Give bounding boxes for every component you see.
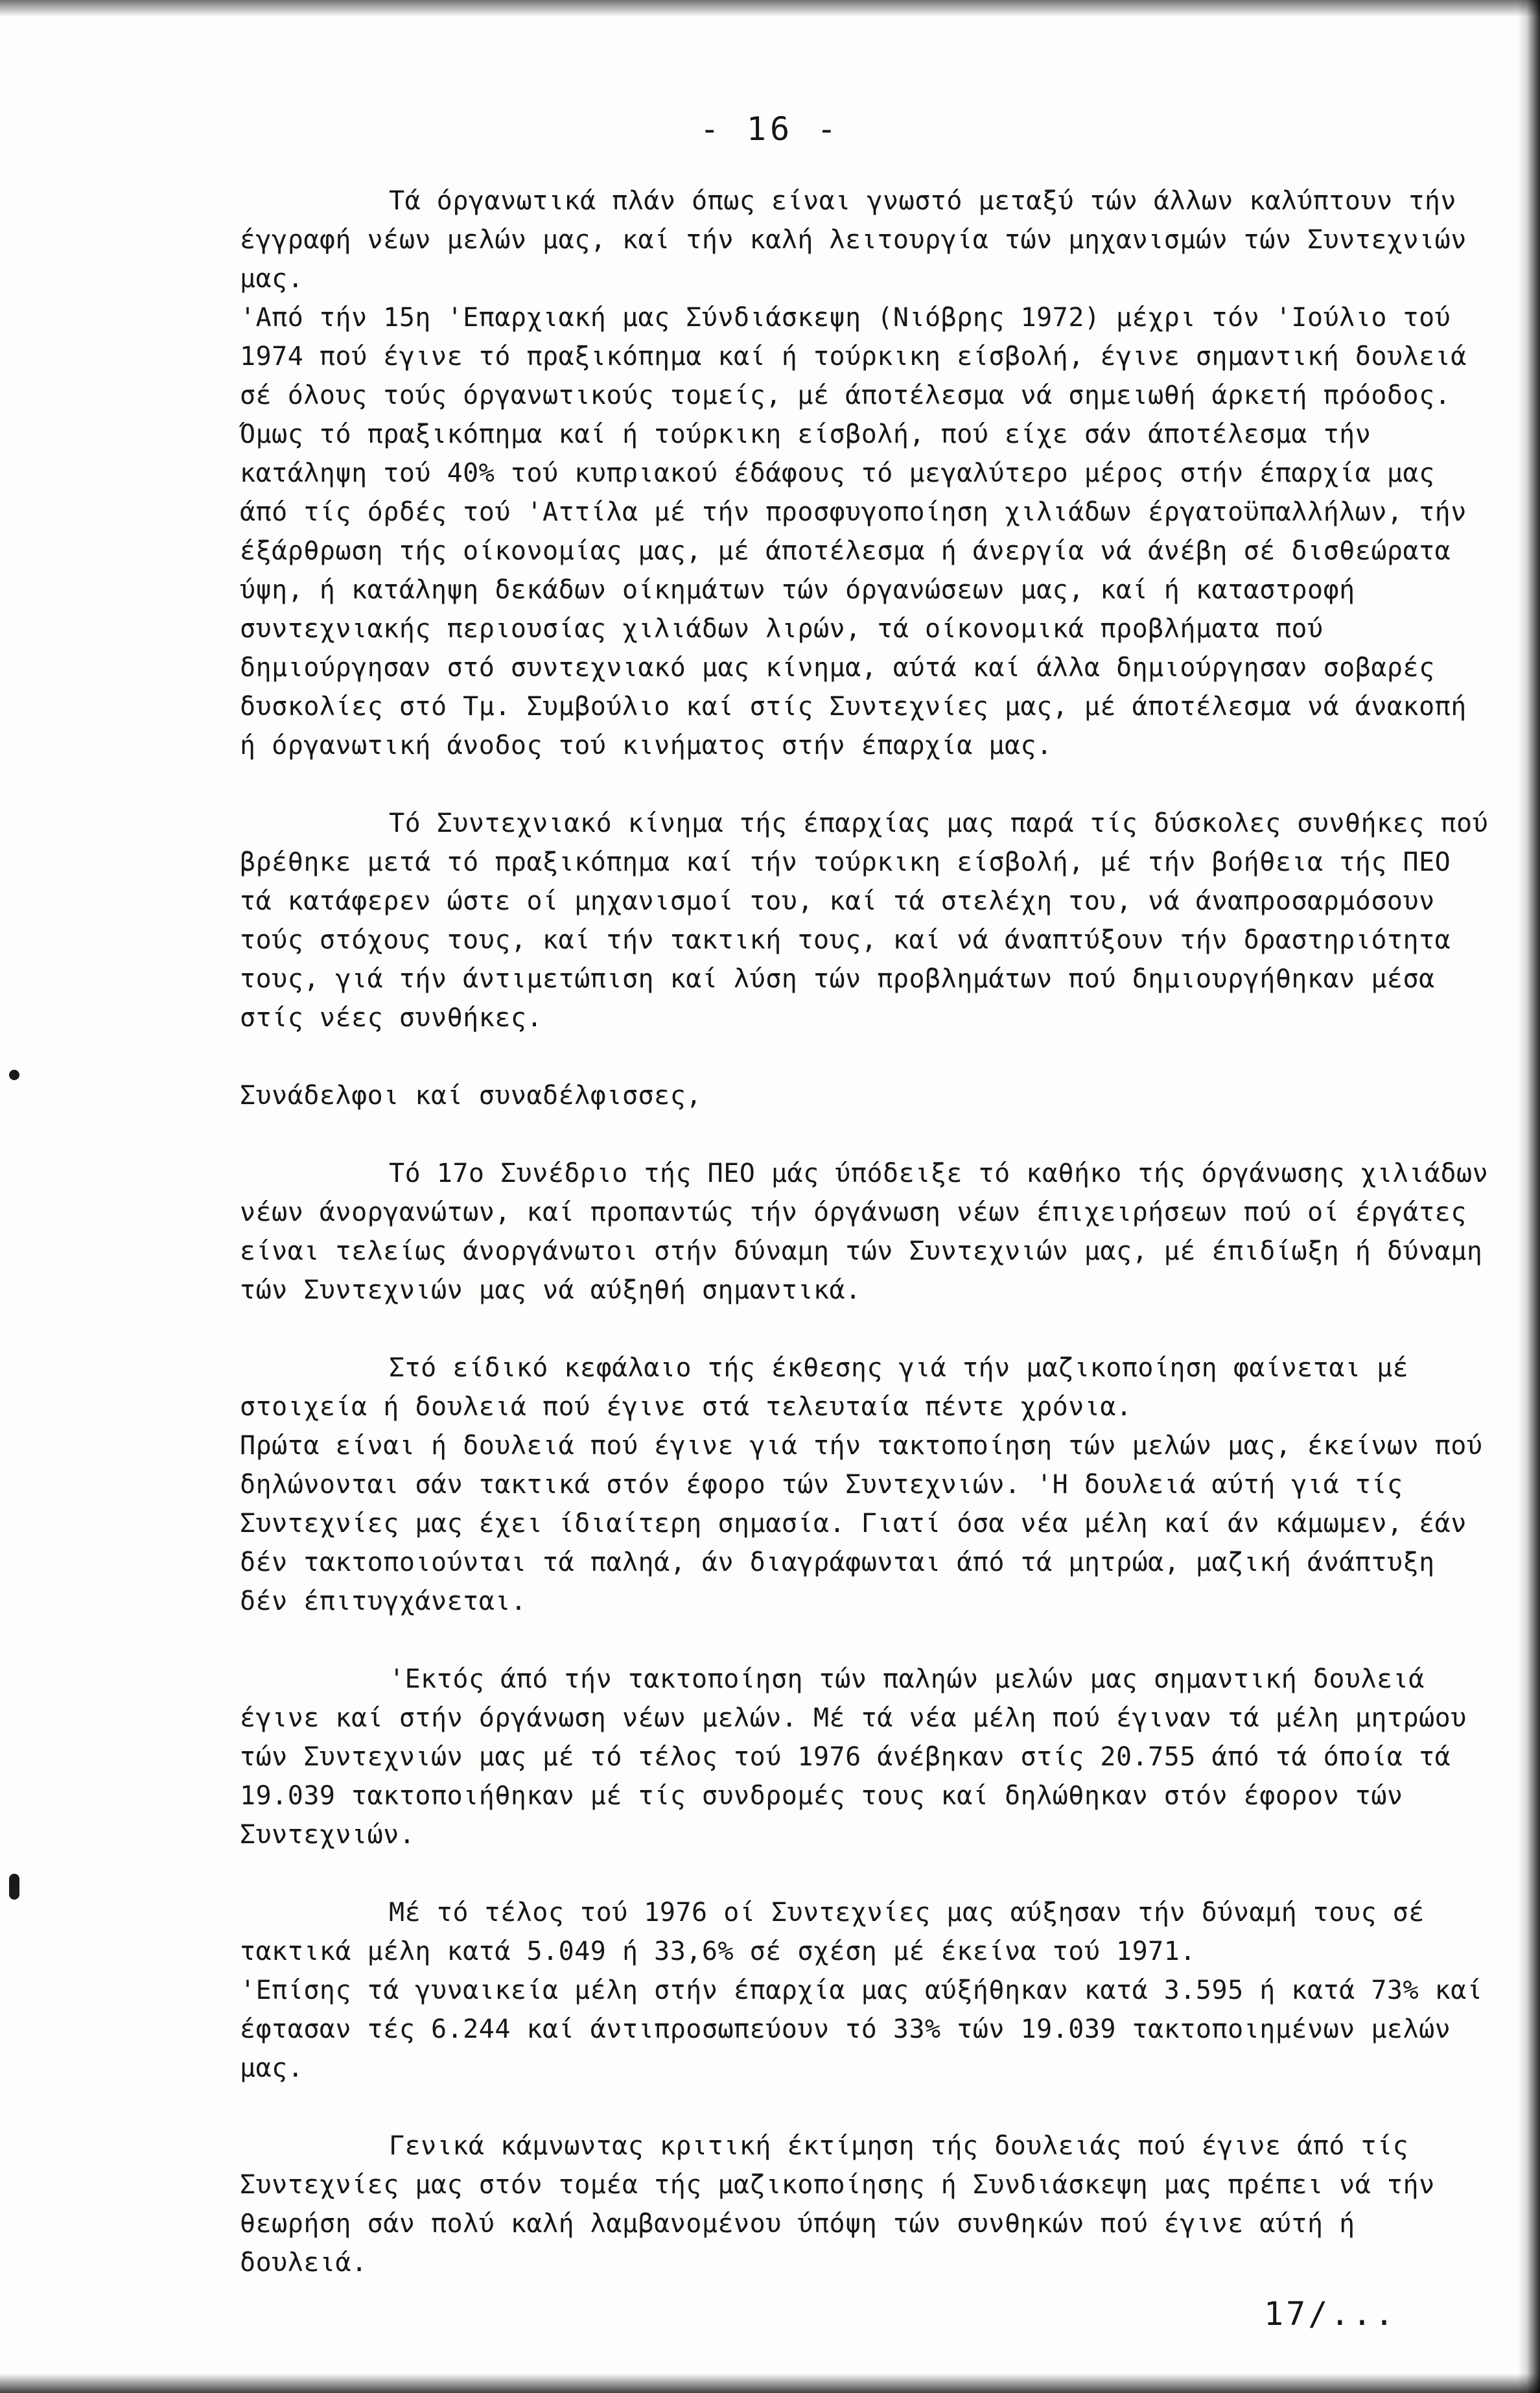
punch-hole-mark [9, 1874, 19, 1900]
paragraph: 'Από τήν 15η 'Επαρχιακή μας Σύνδιάσκεψη (Νιόβρης 1972) μέχρι τόν 'Ιούλιο τού 1974 πού έγινε τό πραξικόπημα καί ή τούρκικη είσβολή, έγινε σημαντική δουλειά σέ όλους τούς όργανωτικούς τομείς, μέ άποτέλεσμα νά σημειωθή άρκετή πρόοδος. [240, 303, 1483, 410]
salutation: Συνάδελφοι καί συναδέλφισσες, [240, 1081, 702, 1111]
paragraph: 'Εκτός άπό τήν τακτοποίηση τών παληών μελών μας σημαντική δουλειά έγινε καί στήν όργάνωση νέων μελών. Μέ τά νέα μέλη πού έγιναν τά μέλη μητρώου τών Συντεχνιών μας μέ τό τέλος τού 1976 άνέβηκαν στίς 20.755 άπό τά όποία τά 19.039 τακτοποιήθηκαν μέ τίς συνδρομές τους καί δηλώθηκαν στόν έφορον τών Συντεχνιών. [240, 1664, 1483, 1850]
continuation-marker: 17/... [1264, 2295, 1397, 2333]
paragraph: Τά όργανωτικά πλάν όπως είναι γνωστό μεταξύ τών άλλων καλύπτουν τήν έγγραφή νέων μελών μας, καί τήν καλή λειτουργία τών μηχανισμών τών Συντεχνιών μας. [240, 186, 1483, 294]
paragraph: 'Επίσης τά γυναικεία μέλη στήν έπαρχία μας αύξήθηκαν κατά 3.595 ή κατά 73% καί έφτασαν τές 6.244 καί άντιπροσωπεύουν τό 33% τών 19.039 τακτοποιημένων μελών μας. [240, 1975, 1499, 2083]
paragraph: Πρώτα είναι ή δουλειά πού έγινε γιά τήν τακτοποίηση τών μελών μας, έκείνων πού δηλώνονται σάν τακτικά στόν έφορο τών Συντεχνιών. 'Η δουλειά αύτή γιά τίς Συντεχνίες μας έχει ίδιαίτερη σημασία. Γιατί όσα νέα μέλη καί άν κάμωμεν, έάν δέν τακτοποιούνται τά παληά, άν διαγράφωνται άπό τά μητρώα, μαζική άνάπτυξη δέν έπιτυγχάνεται. [240, 1431, 1499, 1616]
paragraph: Γενικά κάμνωντας κριτική έκτίμηση τής δουλειάς πού έγινε άπό τίς Συντεχνίες μας στόν τομέα τής μαζικοποίησης ή Συνδιάσκεψη μας πρέπει νά τήν θεωρήση σάν πολύ καλή λαμβανομένου ύπόψη τών συνθηκών πού έγινε αύτή ή δουλειά. [240, 2131, 1451, 2278]
document-body [240, 182, 1504, 2321]
punch-hole-mark [9, 1070, 19, 1080]
scan-edge-bottom [0, 2374, 1540, 2393]
paragraph: Όμως τό πραξικόπημα καί ή τούρκικη είσβολή, πού είχε σάν άποτέλεσμα τήν κατάληψη τού 40% τού κυπριακού έδάφους τό μεγαλύτερο μέρος στήν έπαρχία μας άπό τίς όρδές τού 'Αττίλα μέ τήν προσφυγοποίηση χιλιάδων έργατοϋπαλλήλων, τήν έξάρθρωση τής οίκονομίας μας, μέ άποτέλεσμα ή άνεργία νά άνέβη σέ δισθεώρατα ύψη, ή κατάληψη δεκάδων οίκημάτων τών όργανώσεων μας, καί ή καταστροφή συντεχνιακής περιουσίας χιλιάδων λιρών, τά οίκονομικά προβλήματα πού δημιούργησαν στό συντεχνιακό μας κίνημα, αύτά καί άλλα δημιούργησαν σοβαρές δυσκολίες στό Τμ. Συμβούλιο καί στίς Συντεχνίες μας, μέ άποτέλεσμα νά άνακοπή ή όργανωτική άνοδος τού κινήματος στήν έπαρχία μας. [240, 419, 1483, 760]
scan-edge-top [0, 0, 1540, 17]
paragraph: Μέ τό τέλος τού 1976 οί Συντεχνίες μας αύξησαν τήν δύναμή τους σέ τακτικά μέλη κατά 5.049 ή 33,6% σέ σχέση μέ έκείνα τού 1971. [240, 1898, 1441, 1966]
page-number: - 16 - [699, 110, 841, 148]
paragraph: Στό είδικό κεφάλαιο τής έκθεσης γιά τήν μαζικοποίηση φαίνεται μέ στοιχεία ή δουλειά πού έγινε στά τελευταία πέντε χρόνια. [240, 1353, 1425, 1422]
paragraph: Τό Συντεχνιακό κίνημα τής έπαρχίας μας παρά τίς δύσκολες συνθήκες πού βρέθηκε μετά τό πραξικόπημα καί τήν τούρκικη είσβολή, μέ τήν βοήθεια τής ΠΕΟ τά κατάφερεν ώστε οί μηχανισμοί του, καί τά στελέχη του, νά άναπροσαρμόσουν τούς στόχους τους, καί τήν τακτική τους, καί νά άναπτύξουν τήν δραστηριότητα τους, γιά τήν άντιμετώπιση καί λύση τών προβλημάτων πού δημιουργήθηκαν μέσα στίς νέες συνθήκες. [240, 808, 1504, 1033]
paragraph: Τό 17ο Συνέδριο τής ΠΕΟ μάς ύπόδειξε τό καθήκο τής όργάνωσης χιλιάδων νέων άνοργανώτων, καί προπαντώς τήν όργάνωση νέων έπιχειρήσεων πού οί έργάτες είναι τελείως άνοργάνωτοι στήν δύναμη τών Συντεχνιών μας, μέ έπιδίωξη ή δύναμη τών Συντεχνιών μας νά αύξηθή σημαντικά. [240, 1159, 1504, 1305]
scan-edge-right [1518, 0, 1540, 2393]
